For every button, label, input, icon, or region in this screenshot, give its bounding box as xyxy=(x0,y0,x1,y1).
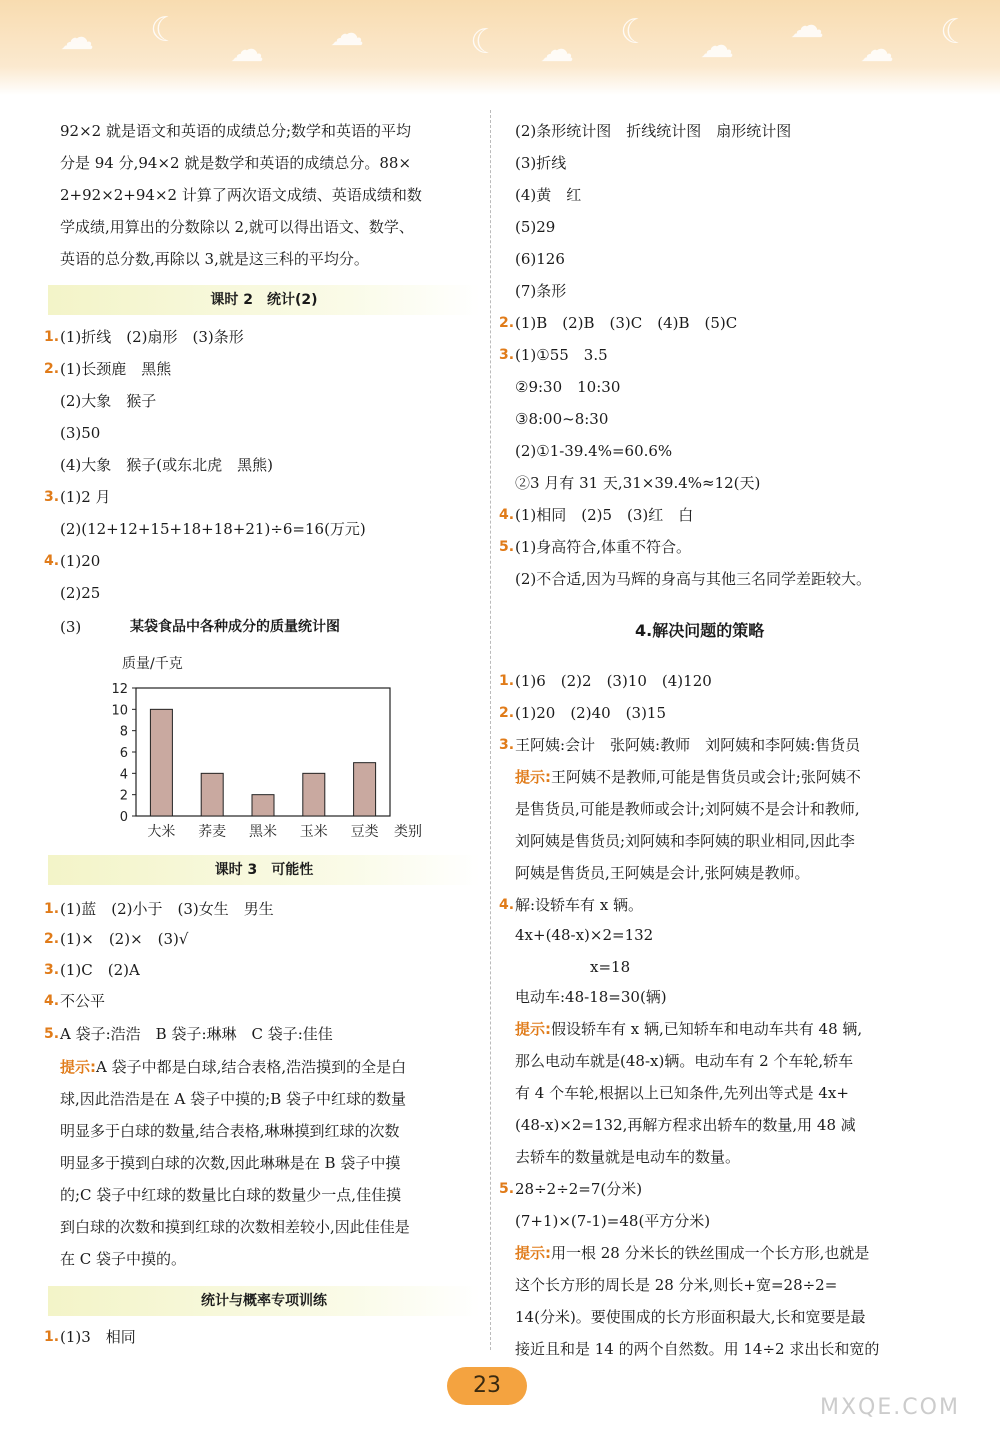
tip-line: 的;C 袋子中红球的数量比白球的数量少一点,佳佳摸 xyxy=(60,1186,402,1204)
tip-line: 提示:A 袋子中都是白球,结合表格,浩浩摸到的全是白 xyxy=(60,1058,407,1076)
x-tick-label: 黑米 xyxy=(249,824,277,840)
question-number: 5. xyxy=(44,1026,60,1042)
y-tick-label: 12 xyxy=(111,682,128,697)
x-axis-label: 类别 xyxy=(394,824,422,840)
answer-line: 1. (1)3 相同 xyxy=(44,1328,136,1346)
tip-line: 是售货员,可能是教师或会计;刘阿姨不是会计和教师, xyxy=(515,800,860,818)
question-number: 4. xyxy=(44,553,60,569)
section-title: 课时 3 可能性 xyxy=(48,855,480,885)
tip-line: 明显多于白球的数量,结合表格,琳琳摸到红球的次数 xyxy=(60,1122,400,1140)
answer-line: (2)(12+12+15+18+18+21)÷6=16(万元) xyxy=(60,520,366,538)
tip-line: (48-x)×2=132,再解方程求出轿车的数量,用 48 减 xyxy=(515,1116,856,1134)
answer-line: (2)大象 猴子 xyxy=(60,392,157,410)
question-number: 1. xyxy=(499,673,515,689)
answer-line: (7)条形 xyxy=(515,282,567,300)
header-band xyxy=(0,0,1000,95)
answer-line: 2. (1)长颈鹿 黑熊 xyxy=(44,360,172,378)
chart-title: 某袋食品中各种成分的质量统计图 xyxy=(130,619,340,635)
x-tick-label: 荞麦 xyxy=(198,824,227,840)
question-number: 3. xyxy=(44,489,60,505)
y-tick-label: 6 xyxy=(119,746,128,761)
bar xyxy=(201,773,223,816)
intro-line: 2+92×2+94×2 计算了两次语文成绩、英语成绩和数 xyxy=(60,186,422,204)
tip-label: 提示: xyxy=(515,1020,551,1038)
tip-line: 14(分米)。要使围成的长方形面积最大,长和宽要是最 xyxy=(515,1308,866,1326)
tip-line: 提示:王阿姨不是教师,可能是售货员或会计;张阿姨不 xyxy=(515,768,861,786)
cloud-icon: ☁ xyxy=(540,30,574,70)
answer-line: 4x+(48-x)×2=132 xyxy=(515,926,654,944)
question-number: 4. xyxy=(499,897,515,913)
answer-line: (2)①1-39.4%=60.6% xyxy=(515,442,673,460)
answer-line: (2)不合适,因为马辉的身高与其他三名同学差距较大。 xyxy=(515,570,872,588)
answer-line: 4. (1)相同 (2)5 (3)红 白 xyxy=(499,506,694,524)
intro-line: 92×2 就是语文和英语的成绩总分;数学和英语的平均 xyxy=(60,122,412,140)
tip-label: 提示: xyxy=(60,1058,96,1076)
cloud-icon: ☁ xyxy=(790,6,824,46)
section-heading: 4.解决问题的策略 xyxy=(635,621,765,640)
question-number: 5. xyxy=(499,1181,515,1197)
bar xyxy=(252,795,274,816)
answer-line: 2. (1)× (2)× (3)√ xyxy=(44,930,189,948)
tip-line: 到白球的次数和摸到红球的次数相差较小,因此佳佳是 xyxy=(60,1218,410,1236)
y-tick-label: 10 xyxy=(111,703,128,719)
page-number: 23 xyxy=(447,1367,527,1405)
tip-line: 接近且和是 14 的两个自然数。用 14÷2 求出长和宽的 xyxy=(515,1340,880,1358)
tip-line: 阿姨是售货员,王阿姨是会计,张阿姨是教师。 xyxy=(515,864,810,882)
answer-line: 5. (1)身高符合,体重不符合。 xyxy=(499,538,692,556)
answer-line: 2. (1)B (2)B (3)C (4)B (5)C xyxy=(499,314,738,332)
tip-line: 球,因此浩浩是在 A 袋子中摸的;B 袋子中红球的数量 xyxy=(60,1090,406,1108)
bar xyxy=(150,709,172,816)
question-number: 1. xyxy=(44,1329,60,1345)
answer-line: 2. (1)20 (2)40 (3)15 xyxy=(499,704,667,722)
tip-line: 明显多于摸到白球的次数,因此琳琳是在 B 袋子中摸 xyxy=(60,1154,401,1172)
tip-label: 提示: xyxy=(515,1244,551,1262)
question-number: 3. xyxy=(499,347,515,363)
question-number: 1. xyxy=(44,901,60,917)
answer-line: 4. 解:设轿车有 x 辆。 xyxy=(499,896,644,914)
question-number: 2. xyxy=(499,315,515,331)
question-number: 3. xyxy=(44,962,60,978)
answer-line: (5)29 xyxy=(515,218,556,236)
answer-line: 3. (1)2 月 xyxy=(44,488,111,506)
cloud-icon: ☁ xyxy=(860,30,894,70)
x-tick-label: 玉米 xyxy=(299,824,328,840)
tip-line: 刘阿姨是售货员;刘阿姨和李阿姨的职业相同,因此李 xyxy=(515,832,855,850)
moon-icon: ☾ xyxy=(620,12,651,52)
bar-chart xyxy=(60,648,480,843)
cloud-icon: ☁ xyxy=(230,30,264,70)
answer-line: 3. (1)①55 3.5 xyxy=(499,346,608,364)
answer-line: (7+1)×(7-1)=48(平方分米) xyxy=(515,1212,711,1230)
question-number: 2. xyxy=(44,931,60,947)
answer-line: (6)126 xyxy=(515,250,565,268)
answer-line: 5. 28÷2÷2=7(分米) xyxy=(499,1180,643,1198)
answer-line: (2)25 xyxy=(60,584,101,602)
question-number: 3. xyxy=(499,737,515,753)
x-tick-label: 大米 xyxy=(147,824,176,840)
watermark: MXQE.COM xyxy=(820,1395,960,1420)
y-tick-label: 4 xyxy=(119,767,128,783)
answer-line: x=18 xyxy=(515,958,631,976)
tip-line: 在 C 袋子中摸的。 xyxy=(60,1250,187,1268)
tip-line: 有 4 个车轮,根据以上已知条件,先列出等式是 4x+ xyxy=(515,1084,849,1102)
answer-line: 3. (1)C (2)A xyxy=(44,961,140,979)
answer-line: (4)大象 猴子(或东北虎 黑熊) xyxy=(60,456,273,474)
tip-line: 提示:用一根 28 分米长的铁丝围成一个长方形,也就是 xyxy=(515,1244,870,1262)
answer-line: 1. (1)折线 (2)扇形 (3)条形 xyxy=(44,328,244,346)
moon-icon: ☾ xyxy=(940,12,971,52)
y-tick-label: 0 xyxy=(119,810,128,825)
bar xyxy=(303,773,325,816)
cloud-icon: ☁ xyxy=(60,18,94,58)
tip-label: 提示: xyxy=(515,768,551,786)
answer-line: 3. 王阿姨:会计 张阿姨:教师 刘阿姨和李阿姨:售货员 xyxy=(499,736,861,754)
tip-line: 那么电动车就是(48-x)辆。电动车有 2 个车轮,轿车 xyxy=(515,1052,854,1070)
question-number: 4. xyxy=(499,507,515,523)
y-tick-label: 2 xyxy=(119,788,128,804)
question-number: 2. xyxy=(499,705,515,721)
section-title: 统计与概率专项训练 xyxy=(48,1286,480,1316)
answer-line: (3)折线 xyxy=(515,154,567,172)
answer-line: 4. (1)20 xyxy=(44,552,101,570)
moon-icon: ☾ xyxy=(470,22,501,62)
question-number: 4. xyxy=(44,993,60,1009)
question-number: 5. xyxy=(499,539,515,555)
x-tick-label: 豆类 xyxy=(350,824,379,840)
answer-line: 电动车:48-18=30(辆) xyxy=(515,988,667,1006)
tip-line: 去轿车的数量就是电动车的数量。 xyxy=(515,1148,741,1166)
cloud-icon: ☁ xyxy=(700,26,734,66)
cloud-icon: ☁ xyxy=(330,14,364,54)
question-number: 1. xyxy=(44,329,60,345)
answer-line: 5. A 袋子:浩浩 B 袋子:琳琳 C 袋子:佳佳 xyxy=(44,1025,333,1043)
intro-line: 英语的总分数,再除以 3,就是这三科的平均分。 xyxy=(60,250,369,268)
tip-line: 这个长方形的周长是 28 分米,则长+宽=28÷2= xyxy=(515,1276,838,1294)
section-title: 课时 2 统计(2) xyxy=(48,285,480,315)
y-axis-label: 质量/千克 xyxy=(122,656,183,672)
answer-line: (3)50 xyxy=(60,424,101,442)
column-divider xyxy=(490,110,491,1350)
tip-line: 提示:假设轿车有 x 辆,已知轿车和电动车共有 48 辆, xyxy=(515,1020,863,1038)
answer-line: (2)条形统计图 折线统计图 扇形统计图 xyxy=(515,122,792,140)
answer-line: (4)黄 红 xyxy=(515,186,582,204)
answer-line: 1. (1)6 (2)2 (3)10 (4)120 xyxy=(499,672,712,690)
intro-line: 分是 94 分,94×2 就是数学和英语的成绩总分。88× xyxy=(60,154,412,172)
bar xyxy=(354,763,376,816)
answer-line: 4. 不公平 xyxy=(44,992,106,1010)
answer-line: (3) xyxy=(60,618,82,636)
moon-icon: ☾ xyxy=(150,10,181,50)
intro-line: 学成绩,用算出的分数除以 2,就可以得出语文、数学、 xyxy=(60,218,414,236)
answer-line: ②3 月有 31 天,31×39.4%≈12(天) xyxy=(515,474,761,492)
question-number: 2. xyxy=(44,361,60,377)
answer-line: ②9:30 10:30 xyxy=(515,378,621,396)
answer-line: 1. (1)蓝 (2)小于 (3)女生 男生 xyxy=(44,900,274,918)
answer-line: ③8:00~8:30 xyxy=(515,410,609,428)
y-tick-label: 8 xyxy=(119,724,128,740)
